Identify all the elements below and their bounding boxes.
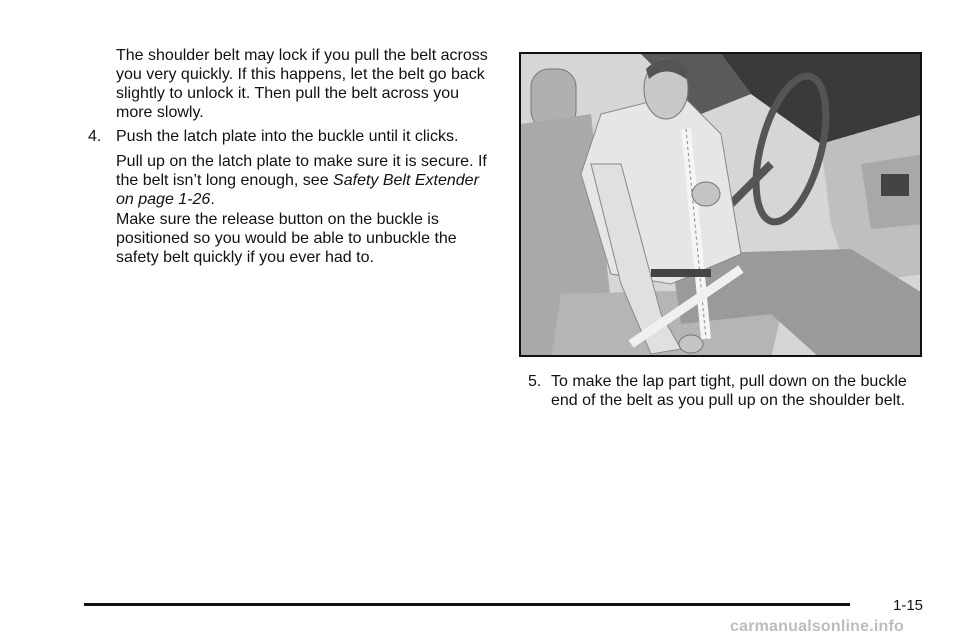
step-4-text: Push the latch plate into the buckle until it clicks.	[116, 128, 459, 145]
paragraph-release-button: Make sure the release button on the buckle is positioned so you would be able to unbuckle the safety belt quickly if you ever had to.	[116, 211, 457, 266]
step-4-number: 4.	[88, 128, 102, 145]
page-number: 1-15	[893, 597, 924, 614]
safety-belt-extender-reference: Safety Belt Extender on page 1-26	[116, 172, 479, 208]
seatbelt-illustration	[519, 52, 922, 357]
step-5-number: 5.	[528, 373, 542, 390]
paragraph-latch-plate-end: .	[210, 191, 215, 208]
step-5-text: To make the lap part tight, pull down on the buckle end of the belt as you pull up on the shoulder belt.	[551, 373, 907, 409]
seatbelt-illustration-svg	[521, 54, 922, 357]
footer-rule	[84, 603, 850, 606]
paragraph-latch-plate-secure	[116, 152, 501, 209]
watermark: carmanualsonline.info	[730, 618, 905, 635]
paragraph-latch-plate-text: Pull up on the latch plate to make sure it is secure. If the belt isn’t long enough, see	[116, 153, 487, 189]
paragraph-shoulder-belt-lock: The shoulder belt may lock if you pull the belt across you very quickly. If this happens, let the belt go back slightly to unlock it. Then pull the belt across you more slowly.	[116, 47, 488, 121]
